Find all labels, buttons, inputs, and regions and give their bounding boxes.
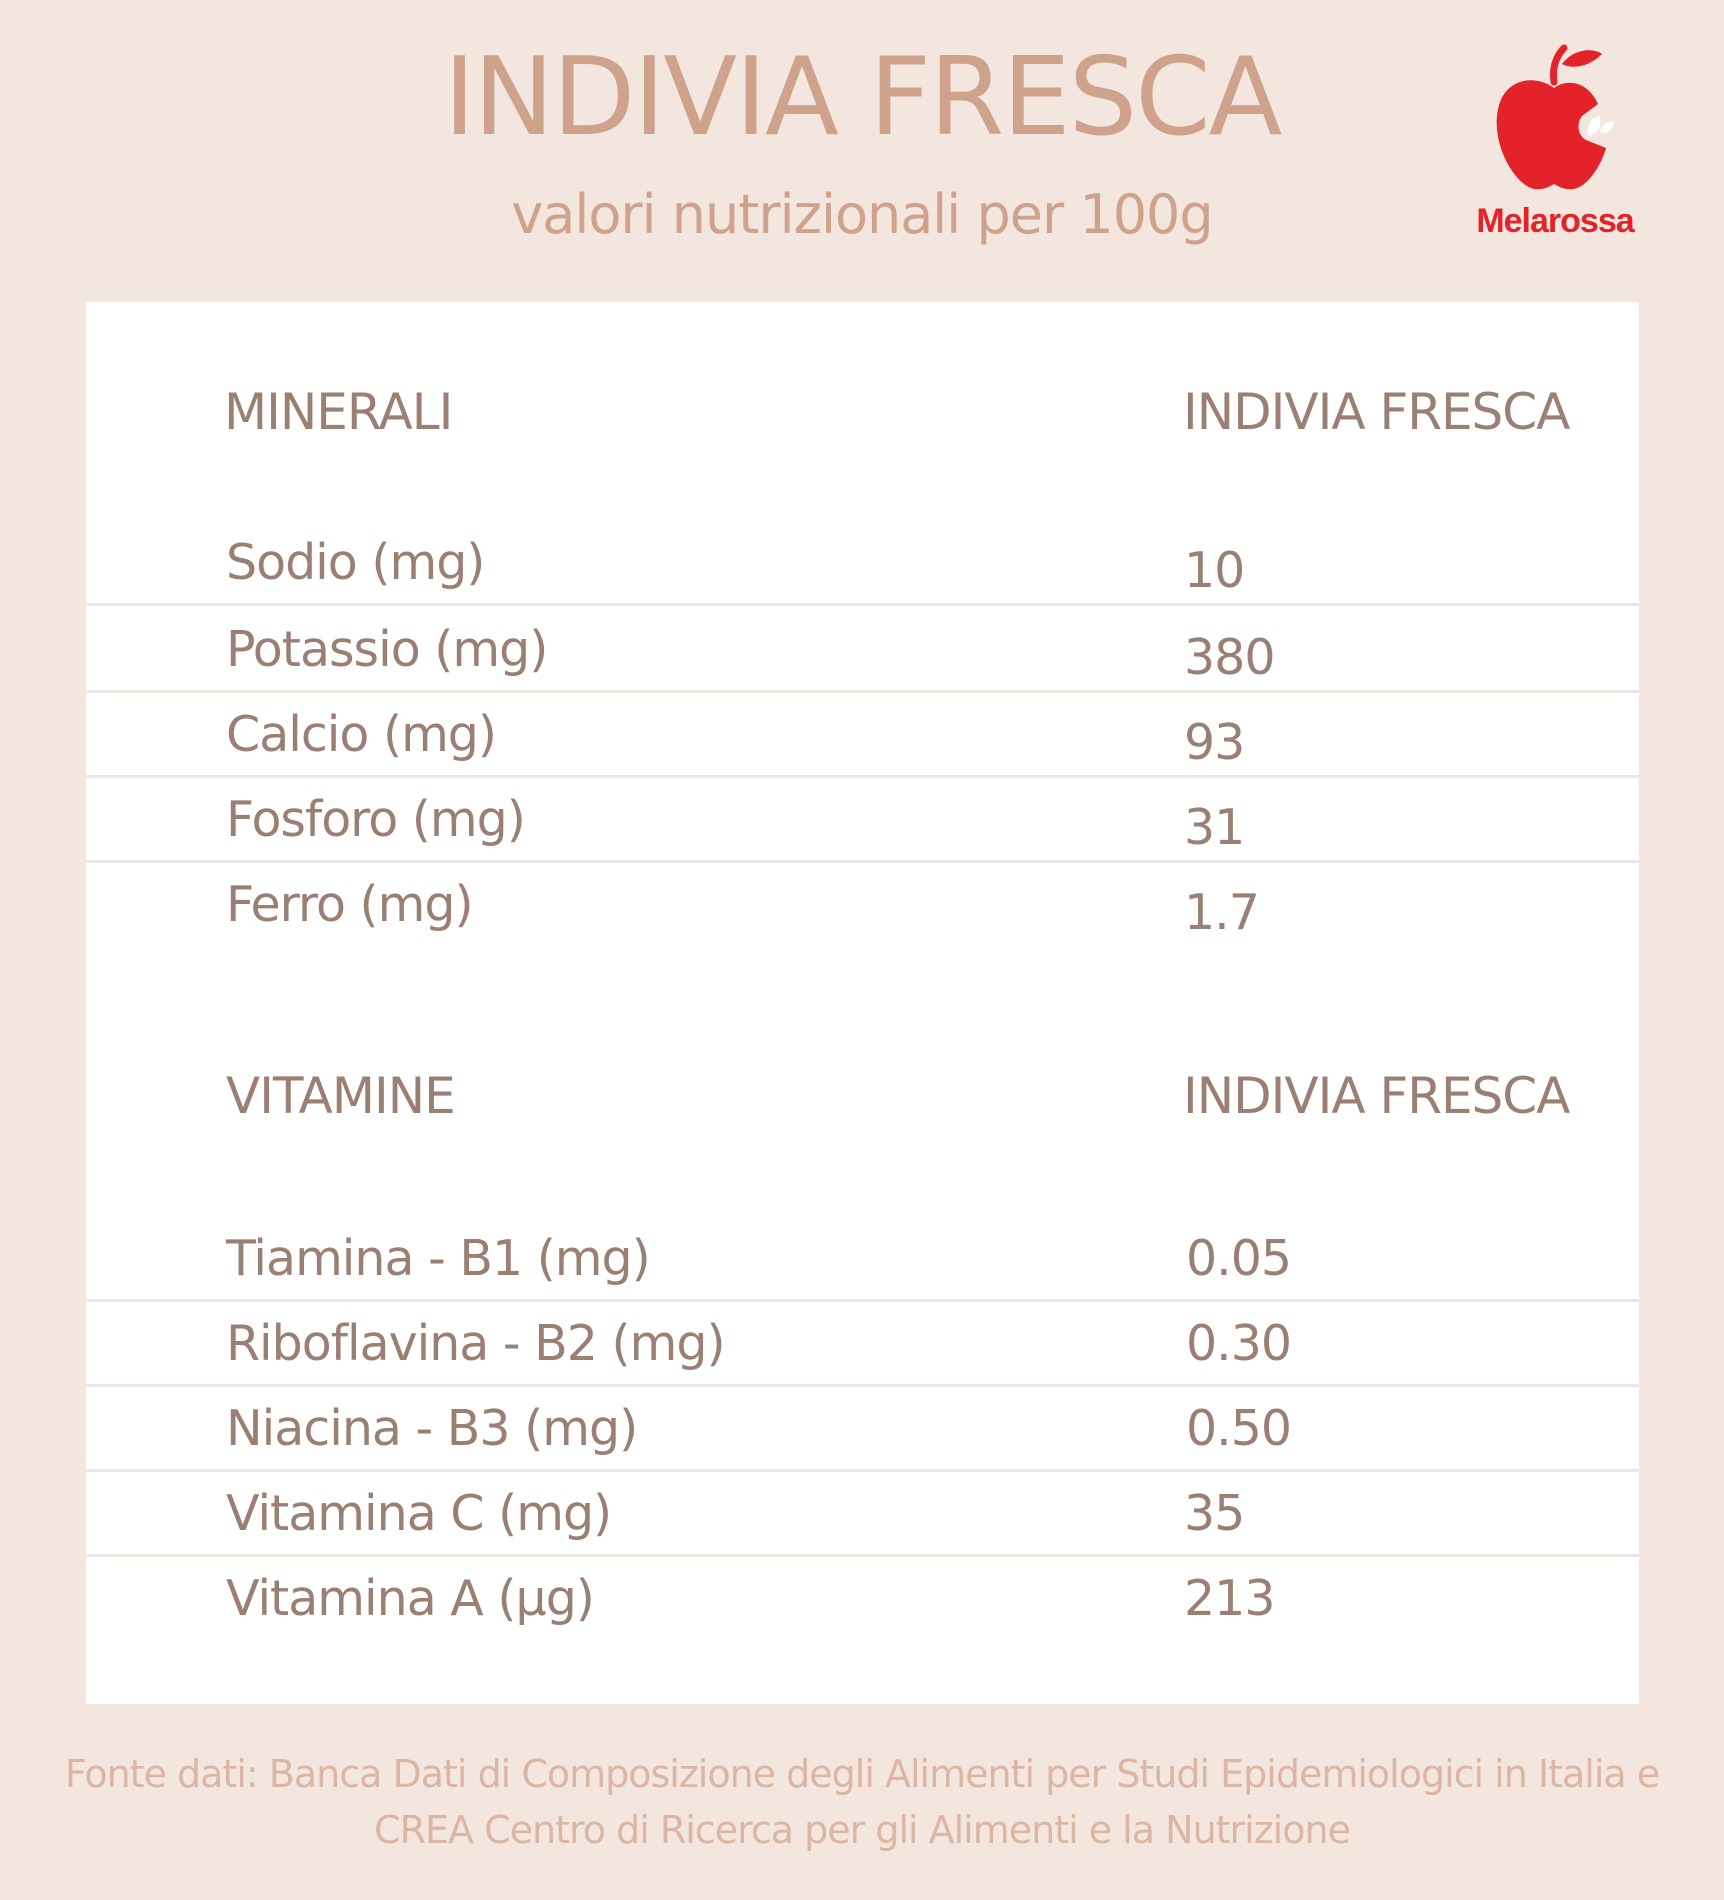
table-row bbox=[86, 691, 1639, 778]
apple-icon bbox=[1490, 44, 1620, 194]
table-row bbox=[86, 1300, 1639, 1387]
row-value: 1.7 bbox=[1184, 884, 1259, 941]
row-label: Vitamina A (µg) bbox=[226, 1570, 594, 1627]
table-row bbox=[86, 776, 1639, 863]
page-title: INDIVIA FRESCA bbox=[443, 35, 1281, 160]
nutrition-table bbox=[86, 302, 1639, 1704]
row-value: 380 bbox=[1184, 629, 1275, 686]
row-value: 93 bbox=[1184, 714, 1245, 771]
row-label: Vitamina C (mg) bbox=[226, 1485, 612, 1542]
minerals-heading: MINERALI bbox=[224, 383, 453, 441]
row-value: 31 bbox=[1184, 799, 1245, 856]
row-value: 0.30 bbox=[1186, 1315, 1292, 1372]
row-label: Calcio (mg) bbox=[226, 706, 497, 763]
row-label: Riboflavina - B2 (mg) bbox=[226, 1315, 725, 1372]
row-label: Tiamina - B1 (mg) bbox=[226, 1230, 650, 1287]
source-line-2: CREA Centro di Ricerca per gli Alimenti e la Nutrizione bbox=[374, 1808, 1350, 1852]
vitamins-heading: VITAMINE bbox=[226, 1067, 455, 1125]
table-row bbox=[86, 519, 1639, 606]
table-row bbox=[86, 1555, 1639, 1639]
row-value: 35 bbox=[1184, 1485, 1245, 1542]
source-note bbox=[0, 1746, 1724, 1858]
row-label: Potassio (mg) bbox=[226, 621, 548, 678]
table-row bbox=[86, 861, 1639, 945]
table-row bbox=[86, 1215, 1639, 1302]
row-label: Fosforo (mg) bbox=[226, 791, 525, 848]
brand-name: Melarossa bbox=[1476, 202, 1634, 240]
row-value: 213 bbox=[1184, 1570, 1275, 1627]
page-subtitle: valori nutrizionali per 100g bbox=[511, 183, 1213, 246]
minerals-column-heading: INDIVIA FRESCA bbox=[1183, 383, 1570, 441]
table-row bbox=[86, 1385, 1639, 1472]
row-label: Ferro (mg) bbox=[226, 876, 473, 933]
table-row bbox=[86, 606, 1639, 693]
row-value: 10 bbox=[1184, 542, 1245, 599]
row-label: Sodio (mg) bbox=[226, 534, 485, 591]
table-row bbox=[86, 1470, 1639, 1557]
vitamins-column-heading: INDIVIA FRESCA bbox=[1183, 1067, 1570, 1125]
brand-logo bbox=[1460, 44, 1650, 254]
row-value: 0.05 bbox=[1186, 1230, 1292, 1287]
row-label: Niacina - B3 (mg) bbox=[226, 1400, 638, 1457]
row-value: 0.50 bbox=[1186, 1400, 1292, 1457]
source-line-1: Fonte dati: Banca Dati di Composizione degli Alimenti per Studi Epidemiologici in Italia e bbox=[64, 1752, 1660, 1796]
